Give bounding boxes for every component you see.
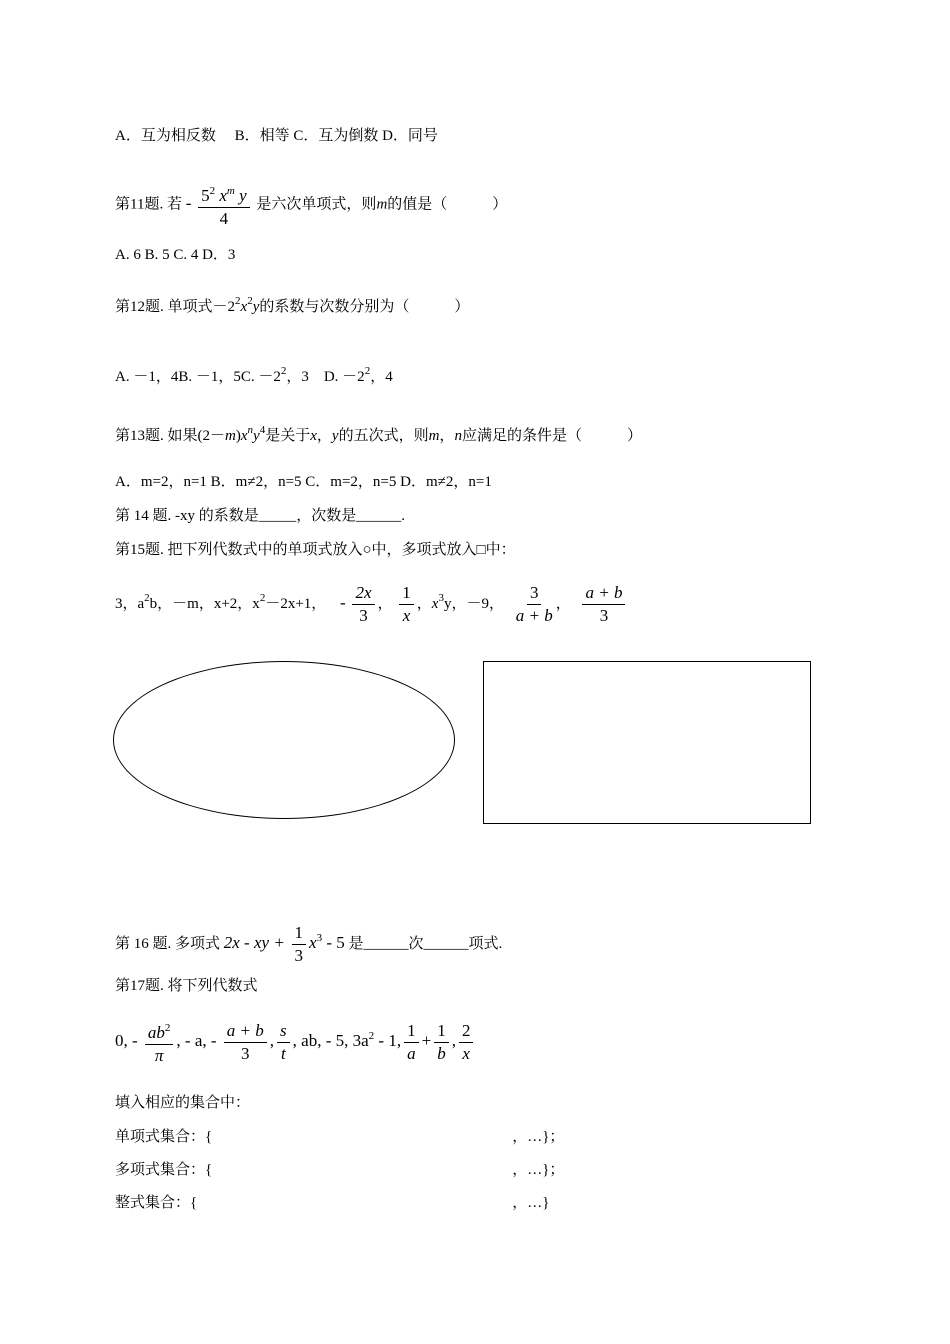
q16-question: 第 16 题. 多项式 2x - xy + $\frac{1}{3}$ $x^3 - 5$ 是______次______项式. (115, 923, 503, 966)
q11-suffix1: 是六次单项式，则 (256, 196, 377, 213)
polynomial-set: 多项式集合：{ ，…}； (115, 1162, 565, 1178)
q13-options: A．m=2，n=1 B．m≠2，n=5 C．m=2，n=5 D．m≠2，n=1 (115, 474, 492, 490)
q11-prefix: 第11题. 若 (115, 196, 182, 213)
q16-fraction: $\frac{1}{3}$ (292, 922, 307, 967)
q15-fraction-4: $\frac{a + b}{3}$ (582, 582, 625, 627)
q15-fraction-3: $\frac{3}{a + b}$ (515, 583, 553, 626)
q17-fraction-4: $\frac{1}{a}$ (404, 1020, 419, 1065)
monomial-ellipse[interactable] (113, 661, 455, 819)
monomial-set: 单项式集合：{ ，…}； (115, 1129, 565, 1145)
q11-question (115, 180, 507, 230)
q12-options: A. －1，4B. －1，5C. $-2^2$，3 D. $-2^2$，4 (115, 365, 393, 385)
q11-numerator: $5^2$ $x^m$ y (198, 180, 250, 208)
q17-fraction-1: $\frac{ab^2}{\pi}$ (145, 1017, 174, 1067)
q11-m: m (376, 196, 388, 213)
q17-fill-instruction: 填入相应的集合中： (115, 1095, 251, 1111)
q11-suffix2: 的值是（ ） (387, 196, 508, 213)
q17-title: 第17题. 将下列代数式 (115, 978, 258, 994)
q11-minus: - (185, 193, 192, 213)
q17-fraction-6: $\frac{2}{x}$ (459, 1020, 474, 1065)
q10-options: A．互为相反数 B．相等 C．互为倒数 D．同号 (115, 128, 438, 144)
q15-fraction-1: $\frac{2x}{3}$ (352, 582, 374, 627)
q17-expressions: 0, - $\frac{ab^2}{\pi}$ , - a, - $\frac{a + b}{3}$ , $\frac{s}{t}$ , ab, - 5, $3a^2 - 1$, $\frac{1}{a}$ + $\frac{1}{b}$ , $\frac{2}{x}$ (115, 1012, 476, 1067)
q12-question: 第12题. 单项式$-2^2x^2y$的系数与次数分别为（ ） (115, 295, 470, 315)
q11-options: A. 6 B. 5 C. 4 D．3 (115, 247, 236, 263)
q17-fraction-2: $\frac{a + b}{3}$ (224, 1020, 267, 1065)
q17-fraction-3: $\frac{s}{t}$ (277, 1020, 290, 1065)
q13-question: 第13题. 如果$(2-m)x^ny^4$是关于x，y的五次式，则m，n应满足的条件是（ ） (115, 424, 642, 444)
q15-title: 第15题. 把下列代数式中的单项式放入○中，多项式放入□中： (115, 542, 516, 558)
q14-question: 第 14 题. -xy 的系数是_____，次数是______. (115, 508, 405, 524)
q11-denominator: 4 (219, 209, 229, 228)
q15-fraction-2: $\frac{1}{x}$ (399, 582, 414, 627)
q11-fraction (198, 180, 250, 230)
polynomial-box[interactable] (483, 661, 811, 824)
integral-expression-set: 整式集合：{ ，…} (115, 1195, 550, 1211)
q15-expressions: 3，$a^2b$，－m，x+2，$x^2-2x+1$， - $\frac{2x}{3}$ ， $\frac{1}{x}$ ，$x^3y$，－9， $\frac{3}{a + b}$ ， $\frac{a + b}{3}$ (115, 575, 628, 627)
q17-fraction-5: $\frac{1}{b}$ (434, 1020, 449, 1065)
